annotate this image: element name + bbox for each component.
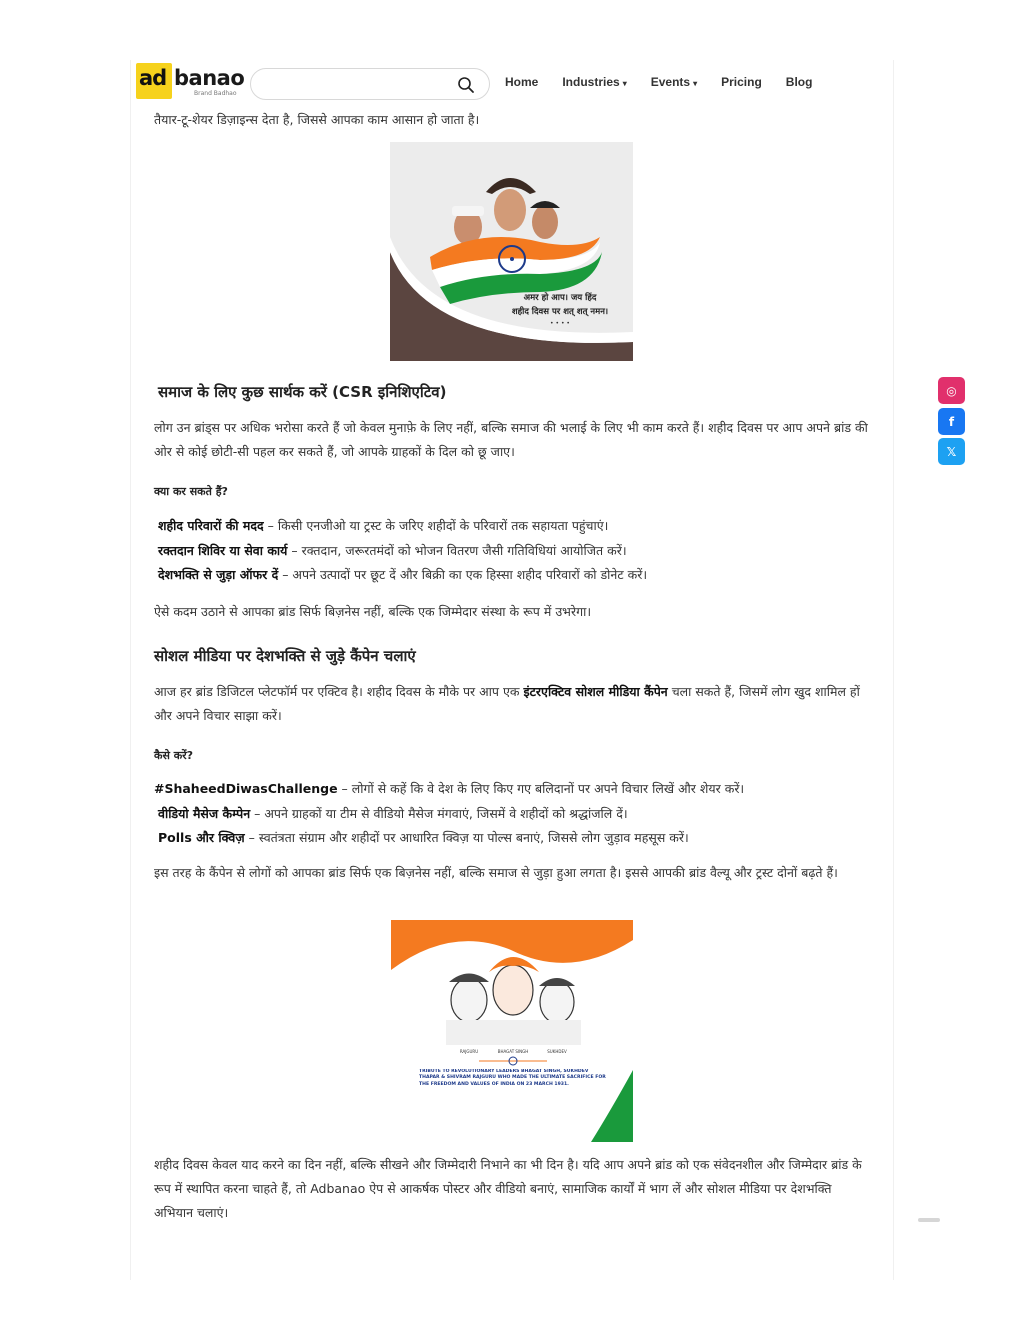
search-box [250, 68, 490, 100]
poster1-line2: शहीद दिवस पर शत् शत् नमन। [511, 307, 609, 317]
list-item: रक्तदान शिविर या सेवा कार्य – रक्तदान, जरूरतमंदों को भोजन वितरण जैसी गतिविधियां आयोजित करें। [158, 542, 627, 558]
poster1-line1: अमर हो आप। जय हिंद [523, 293, 597, 303]
name-sukhdev: SUKHDEV [547, 1049, 567, 1054]
csr-list [158, 514, 876, 588]
scroll-indicator[interactable] [918, 1218, 940, 1222]
list-item: वीडियो मैसेज कैम्पेन – अपने ग्राहकों या टीम से वीडियो मैसेज मंगवाएं, जिसमें वे शहीदों को श्रद्धांजलि दें। [158, 805, 628, 821]
list-item: #ShaheedDiwasChallenge – लोगों से कहें कि वे देश के लिए किए गए बलिदानों पर अपने विचार लिखें और शेयर करें। [154, 781, 745, 796]
name-bhagat-singh: BHAGAT SINGH [497, 1049, 529, 1054]
x-share-button[interactable] [938, 438, 965, 465]
chevron-down-icon: ▾ [693, 79, 698, 88]
adbanao-logo[interactable] [136, 62, 245, 100]
social-closing: इस तरह के कैंपेन से लोगों को आपका ब्रांड सिर्फ एक बिज़नेस नहीं, बल्कि समाज से जुड़ा हुआ लगता है। इससे आपकी ब्रांड वैल्यू और ट्रस्ट दोनों बढ़ते हैं। [154, 865, 838, 880]
nav-events[interactable]: Events ▾ [650, 75, 698, 89]
logo-banao-text: banao [174, 66, 245, 90]
social-paragraph: आज हर ब्रांड डिजिटल प्लेटफॉर्म पर एक्टिव है। शहीद दिवस के मौके पर आप एक इंटरएक्टिव सोशल मीडिया कैंपेन चला सकते हैं, जिसमें लोग खुद शामिल हों और अपने विचार साझा करें। [154, 684, 860, 723]
nav-industries[interactable]: Industries ▾ [562, 75, 627, 89]
facebook-share-button[interactable] [938, 408, 965, 435]
shaheed-diwas-poster-1 [390, 142, 633, 361]
csr-subheading: क्या कर सकते हैं? [154, 485, 228, 498]
logo-ad-text: ad [139, 66, 167, 90]
list-item: देशभक्ति से जुड़ा ऑफर दें – अपने उत्पादों पर छूट दें और बिक्री का एक हिस्सा शहीद परिवारों को डोनेट करें। [158, 567, 648, 582]
martyrs-tribute-poster-2 [391, 920, 633, 1142]
social-list [154, 777, 872, 851]
csr-heading: समाज के लिए कुछ सार्थक करें (CSR इनिशिएटिव) [158, 383, 447, 401]
facebook-icon: f [948, 414, 955, 429]
tribute-text: TRIBUTE TO REVOLUTIONARY LEADERS BHAGAT SINGH, SUKHDEV THAPAR & SHIVRAM RAJGURU WHO MADE THE ULTIMATE SACRIFICE FOR THE FREEDOM AND VALUES OF INDIA ON 23 MARCH 1931. [419, 1069, 606, 1087]
list-item: शहीद परिवारों की मदद – किसी एनजीओ या ट्रस्ट के जरिए शहीदों के परिवारों तक सहायता पहुंचाएं। [158, 518, 609, 533]
main-nav [505, 75, 836, 89]
poster1-dots: • • • • [550, 320, 570, 327]
instagram-icon: ◎ [946, 383, 957, 398]
instagram-share-button[interactable] [938, 377, 965, 404]
csr-paragraph: लोग उन ब्रांड्स पर अधिक भरोसा करते हैं जो केवल मुनाफ़े के लिए नहीं, बल्कि समाज की भलाई के लिए भी काम करते हैं। शहीद दिवस पर आप अपने ब्रांड की ओर से कोई छोटी-सी पहल कर सकते हैं, जो आपके ग्राहकों के दिल को छू जाए। [154, 420, 868, 459]
name-rajguru: RAJGURU [459, 1049, 479, 1054]
nav-blog[interactable]: Blog [785, 75, 813, 89]
intro-line: तैयार-टू-शेयर डिज़ाइन्स देता है, जिससे आपका काम आसान हो जाता है। [154, 112, 480, 127]
nav-home[interactable]: Home [505, 75, 539, 89]
social-subheading: कैसे करें? [154, 749, 194, 762]
nav-pricing[interactable]: Pricing [721, 75, 762, 89]
x-twitter-icon: 𝕏 [946, 444, 957, 459]
chevron-down-icon: ▾ [622, 79, 627, 88]
search-icon[interactable] [457, 76, 475, 94]
list-item: Polls और क्विज़ – स्वतंत्रता संग्राम और शहीदों पर आधारित क्विज़ या पोल्स बनाएं, जिससे लोग जुड़ाव महसूस करें। [158, 830, 689, 845]
social-heading: सोशल मीडिया पर देशभक्ति से जुड़े कैंपेन चलाएं [154, 647, 416, 665]
logo-tagline: Brand Badhao [194, 90, 237, 97]
site-header [136, 62, 836, 102]
csr-closing: ऐसे कदम उठाने से आपका ब्रांड सिर्फ बिज़नेस नहीं, बल्कि एक जिम्मेदार संस्था के रूप में उभरेगा। [154, 604, 592, 619]
conclusion-paragraph: शहीद दिवस केवल याद करने का दिन नहीं, बल्कि सीखने और जिम्मेदारी निभाने का भी दिन है। यदि आप अपने ब्रांड को एक संवेदनशील और जिम्मेदार ब्रांड के रूप में स्थापित करना चाहते हैं, तो Adbanao ऐप से आकर्षक पोस्टर और वीडियो बनाएं, सामाजिक कार्यों में भाग लें और सोशल मीडिया पर देशभक्ति अभियान चलाएं। [154, 1157, 862, 1220]
search-input[interactable] [263, 75, 453, 95]
